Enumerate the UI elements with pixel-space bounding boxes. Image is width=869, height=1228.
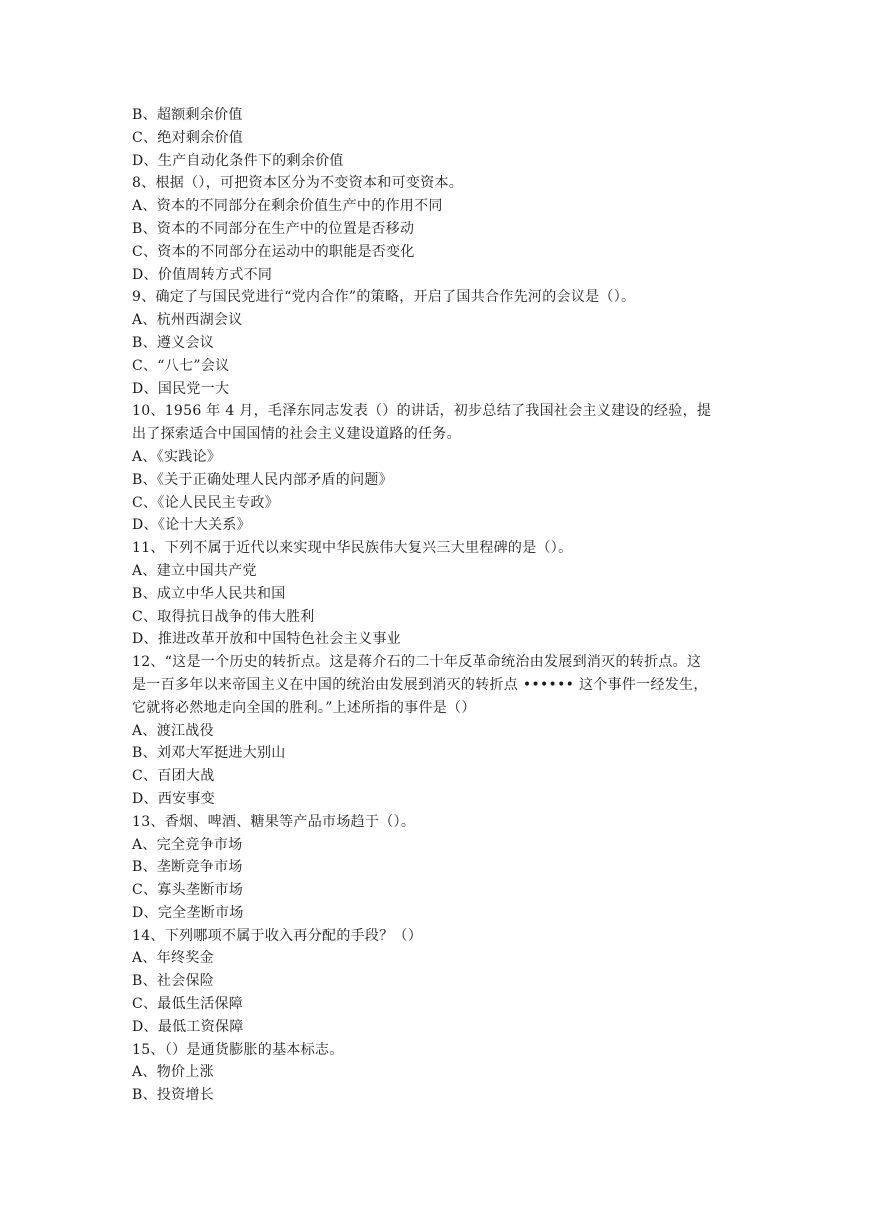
- text-line: B、垄断竞争市场: [132, 859, 243, 876]
- question-line: 9、确定了与国民党进行“党内合作”的策略，开启了国共合作先河的会议是（）。: [132, 289, 636, 306]
- question-line: 11、下列不属于近代以来实现中华民族伟大复兴三大里程碑的是（）。: [132, 540, 573, 557]
- question-line: 14、下列哪项不属于收入再分配的手段？（）: [132, 927, 423, 944]
- text-line: C、取得抗日战争的伟大胜利: [132, 608, 315, 625]
- text-line: B、成立中华人民共和国: [132, 585, 286, 602]
- text-line: D、生产自动化条件下的剩余价值: [132, 152, 344, 169]
- text-line: C、百团大战: [132, 768, 215, 785]
- text-line: D、最低工资保障: [132, 1018, 244, 1035]
- text-line: A、《实践论》: [132, 448, 222, 465]
- text-line: D、西安事变: [132, 790, 216, 807]
- question-line: 10、1956 年 4 月，毛泽东同志发表（）的讲话，初步总结了我国社会主义建设的经验，提: [132, 403, 712, 420]
- question-line: 15、（）是通货膨胀的基本标志。: [132, 1041, 344, 1058]
- text-line: D、推进改革开放和中国特色社会主义事业: [132, 631, 401, 648]
- text-line: A、完全竞争市场: [132, 836, 243, 853]
- text-line: C、最低生活保障: [132, 996, 244, 1013]
- text-line: B、遵义会议: [132, 334, 215, 351]
- text-line: B、刘邓大军挺进大别山: [132, 745, 286, 762]
- text-line: C、寡头垄断市场: [132, 882, 244, 899]
- question-line: 13、香烟、啤酒、糖果等产品市场趋于（）。: [132, 813, 416, 830]
- text-line: C、资本的不同部分在运动中的职能是否变化: [132, 243, 415, 260]
- text-line: B、投资增长: [132, 1087, 215, 1104]
- text-line: C、绝对剩余价值: [132, 129, 244, 146]
- text-line: D、价值周转方式不同: [132, 266, 273, 283]
- question-line: 出了探索适合中国国情的社会主义建设道路的任务。: [132, 426, 461, 443]
- document-page: [132, 104, 742, 1107]
- text-line: D、完全垄断市场: [132, 904, 244, 921]
- text-line: D、《论十大关系》: [132, 517, 251, 534]
- text-line: C、“八七”会议: [132, 357, 230, 374]
- text-line: B、社会保险: [132, 973, 215, 990]
- text-line: A、建立中国共产党: [132, 562, 257, 579]
- text-line: B、资本的不同部分在生产中的位置是否移动: [132, 220, 415, 237]
- text-line: B、《关于正确处理人民内部矛盾的问题》: [132, 471, 393, 488]
- text-line: A、年终奖金: [132, 950, 214, 967]
- text-line: A、渡江战役: [132, 722, 214, 739]
- question-line: 8、根据（），可把资本区分为不变资本和可变资本。: [132, 175, 464, 192]
- question-line: 是一百多年以来帝国主义在中国的统治由发展到消灭的转折点 •••••• 这个事件一经发生，: [132, 676, 708, 693]
- text-line: A、资本的不同部分在剩余价值生产中的作用不同: [132, 198, 443, 215]
- text-line: A、物价上涨: [132, 1064, 214, 1081]
- question-line: 它就将必然地走向全国的胜利。”上述所指的事件是（）: [132, 699, 476, 716]
- text-line: D、国民党一大: [132, 380, 230, 397]
- question-line: 12、“这是一个历史的转折点。这是蒋介石的二十年反革命统治由发展到消灭的转折点。这: [132, 654, 702, 671]
- text-line: C、《论人民民主专政》: [132, 494, 280, 511]
- text-line: A、杭州西湖会议: [132, 312, 243, 329]
- text-line: B、超额剩余价值: [132, 107, 243, 123]
